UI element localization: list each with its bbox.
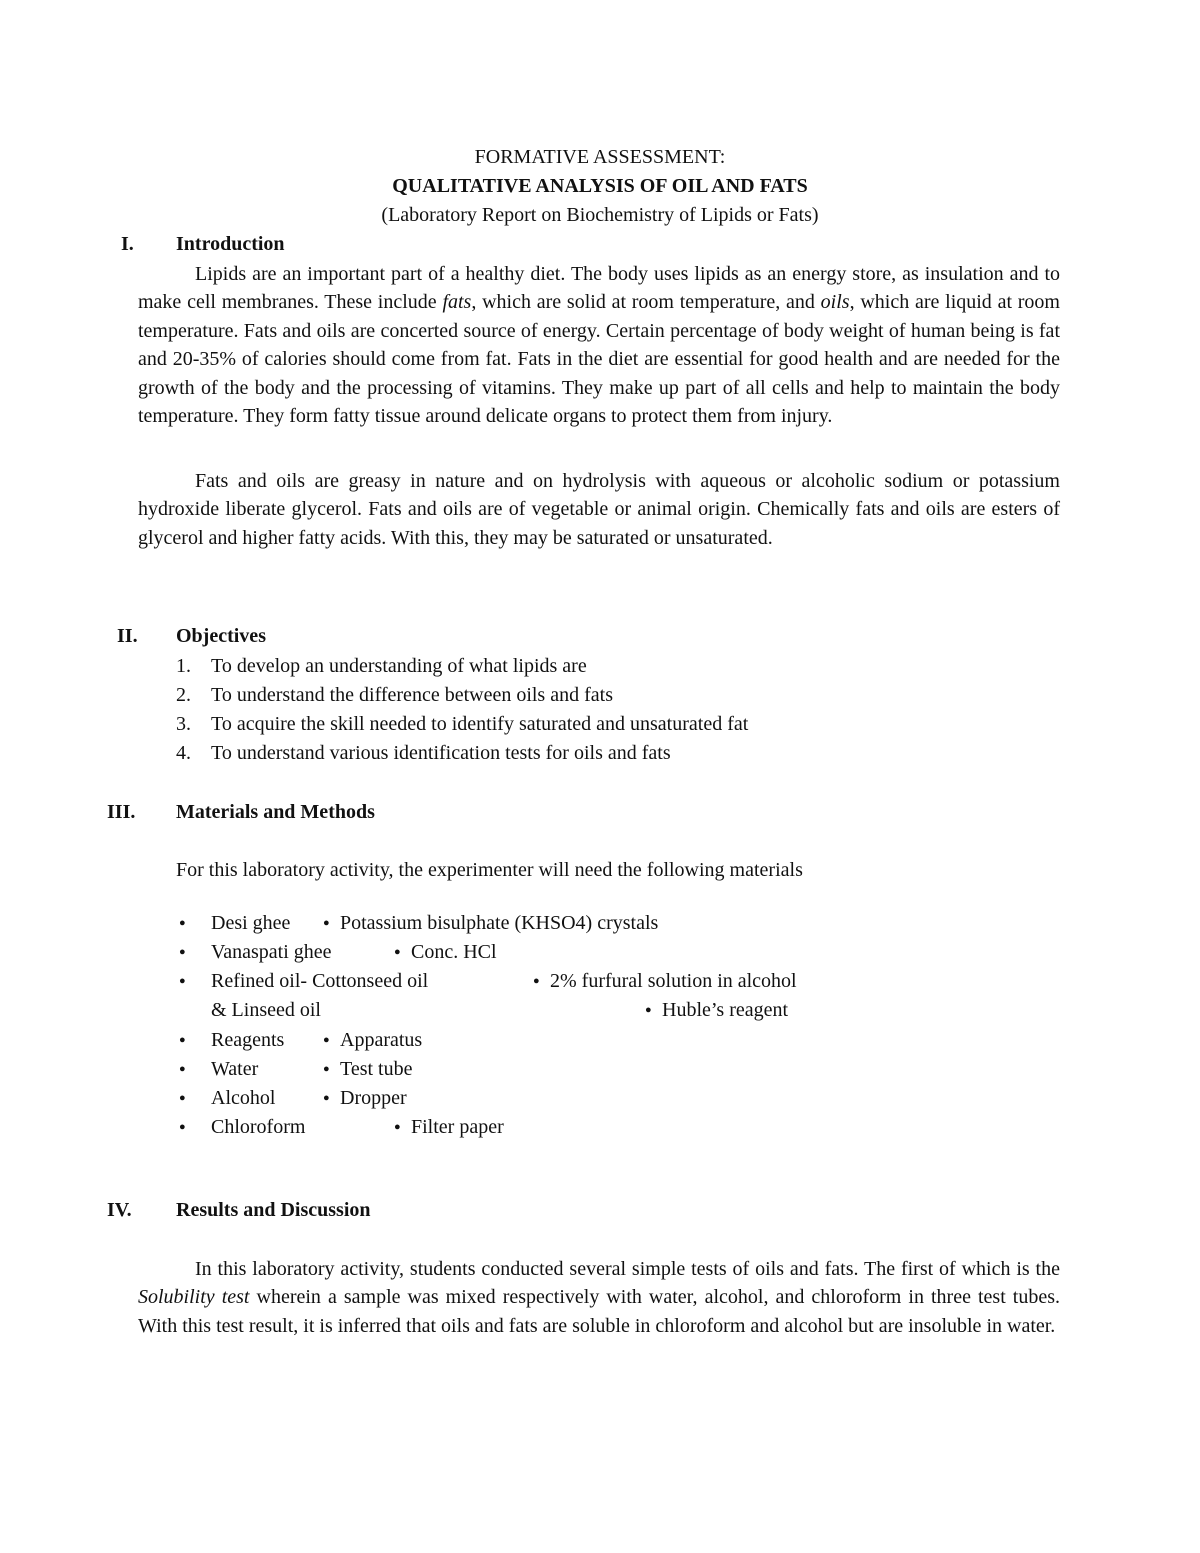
list-item: To understand various identification tests for oils and fats [211, 742, 671, 764]
text-run: In this laboratory activity, students conducted several simple tests of oils and fats. The first of which is the [195, 1258, 1060, 1280]
bullet-icon [179, 940, 186, 964]
bullet-icon [323, 1028, 330, 1052]
section-number: II. [117, 625, 138, 647]
bullet-icon [179, 1115, 186, 1139]
section-heading: Objectives [176, 625, 266, 647]
document-title: QUALITATIVE ANALYSIS OF OIL AND FATS [392, 175, 808, 197]
header-line: FORMATIVE ASSESSMENT: [474, 146, 726, 168]
section-number: IV. [107, 1199, 132, 1221]
material-item: Desi ghee [211, 912, 291, 934]
bullet-icon [323, 911, 330, 935]
document-subtitle: (Laboratory Report on Biochemistry of Lipids or Fats) [381, 204, 819, 226]
material-item: Vanaspati ghee [211, 941, 332, 963]
text-run: Lipids are an important part of a healthy diet. The body uses lipids as an energy store, as insulation and to make cell membranes. These include [138, 263, 1060, 314]
material-item: & Linseed oil [211, 999, 321, 1021]
material-item: Conc. HCl [411, 941, 497, 963]
bullet-icon [323, 1057, 330, 1081]
bullet-icon [179, 911, 186, 935]
bullet-icon [533, 969, 540, 993]
material-item: Water [211, 1058, 259, 1080]
section-number: III. [107, 801, 136, 823]
bullet-icon [179, 1086, 186, 1110]
material-item: Apparatus [340, 1029, 423, 1051]
material-item: Huble’s reagent [662, 999, 789, 1021]
text-run: , which are solid at room temperature, and [471, 291, 821, 314]
material-item: Chloroform [211, 1116, 306, 1138]
bullet-icon [394, 940, 401, 964]
bullet-icon [394, 1115, 401, 1139]
results-paragraph [138, 1255, 1060, 1340]
material-item: Alcohol [211, 1087, 276, 1109]
bullet-icon [179, 1028, 186, 1052]
emphasis-fats: fats [442, 291, 472, 314]
section-number: I. [121, 233, 134, 255]
bullet-icon [179, 969, 186, 993]
list-number: 2. [176, 684, 191, 706]
intro-paragraph-1 [138, 260, 1060, 430]
section-heading: Materials and Methods [176, 801, 375, 823]
bullet-icon [179, 1057, 186, 1081]
list-number: 4. [176, 742, 191, 764]
bullet-icon [323, 1086, 330, 1110]
materials-intro: For this laboratory activity, the experimenter will need the following materials [176, 859, 803, 881]
material-item: 2% furfural solution in alcohol [550, 970, 797, 992]
material-item: Test tube [340, 1058, 413, 1080]
material-item: Filter paper [411, 1116, 504, 1138]
intro-paragraph-2: Fats and oils are greasy in nature and on hydrolysis with aqueous or alcoholic sodium or potassium hydroxide liberate glycerol. Fats and oils are of vegetable or animal origin. Chemically fats and oils are esters of glycerol and higher fatty acids. With this, they may be saturated or unsaturated. [138, 470, 1060, 549]
emphasis-oils: oils [820, 291, 850, 314]
list-item: To develop an understanding of what lipids are [211, 655, 587, 677]
list-item: To acquire the skill needed to identify saturated and unsaturated fat [211, 713, 749, 735]
material-item: Dropper [340, 1087, 407, 1109]
material-item: Reagents [211, 1029, 285, 1051]
list-item: To understand the difference between oils and fats [211, 684, 613, 706]
section-heading: Results and Discussion [176, 1199, 371, 1221]
text-run: , which are liquid at room temperature. Fats and oils are concerted source of energy. Certain percentage of body weight of human being is fat and 20-35% of calories should come from fat. Fats in the diet are essential for good health and are needed for the growth of the body and the processing of vitamins. They make up part of all cells and help to maintain the body temperature. They form fatty tissue around delicate organs to protect them from injury. [138, 291, 1060, 428]
emphasis-solubility-test: Solubility test [138, 1286, 250, 1309]
material-item: Potassium bisulphate (KHSO4) crystals [340, 912, 659, 934]
list-number: 3. [176, 713, 191, 735]
text-run: wherein a sample was mixed respectively with water, alcohol, and chloroform in three test tubes. With this test result, it is inferred that oils and fats are soluble in chloroform and alcohol but are insoluble in water. [138, 1286, 1060, 1337]
bullet-icon [645, 998, 652, 1022]
list-number: 1. [176, 655, 191, 677]
material-item: Refined oil- Cottonseed oil [211, 970, 429, 992]
section-heading: Introduction [176, 233, 285, 255]
